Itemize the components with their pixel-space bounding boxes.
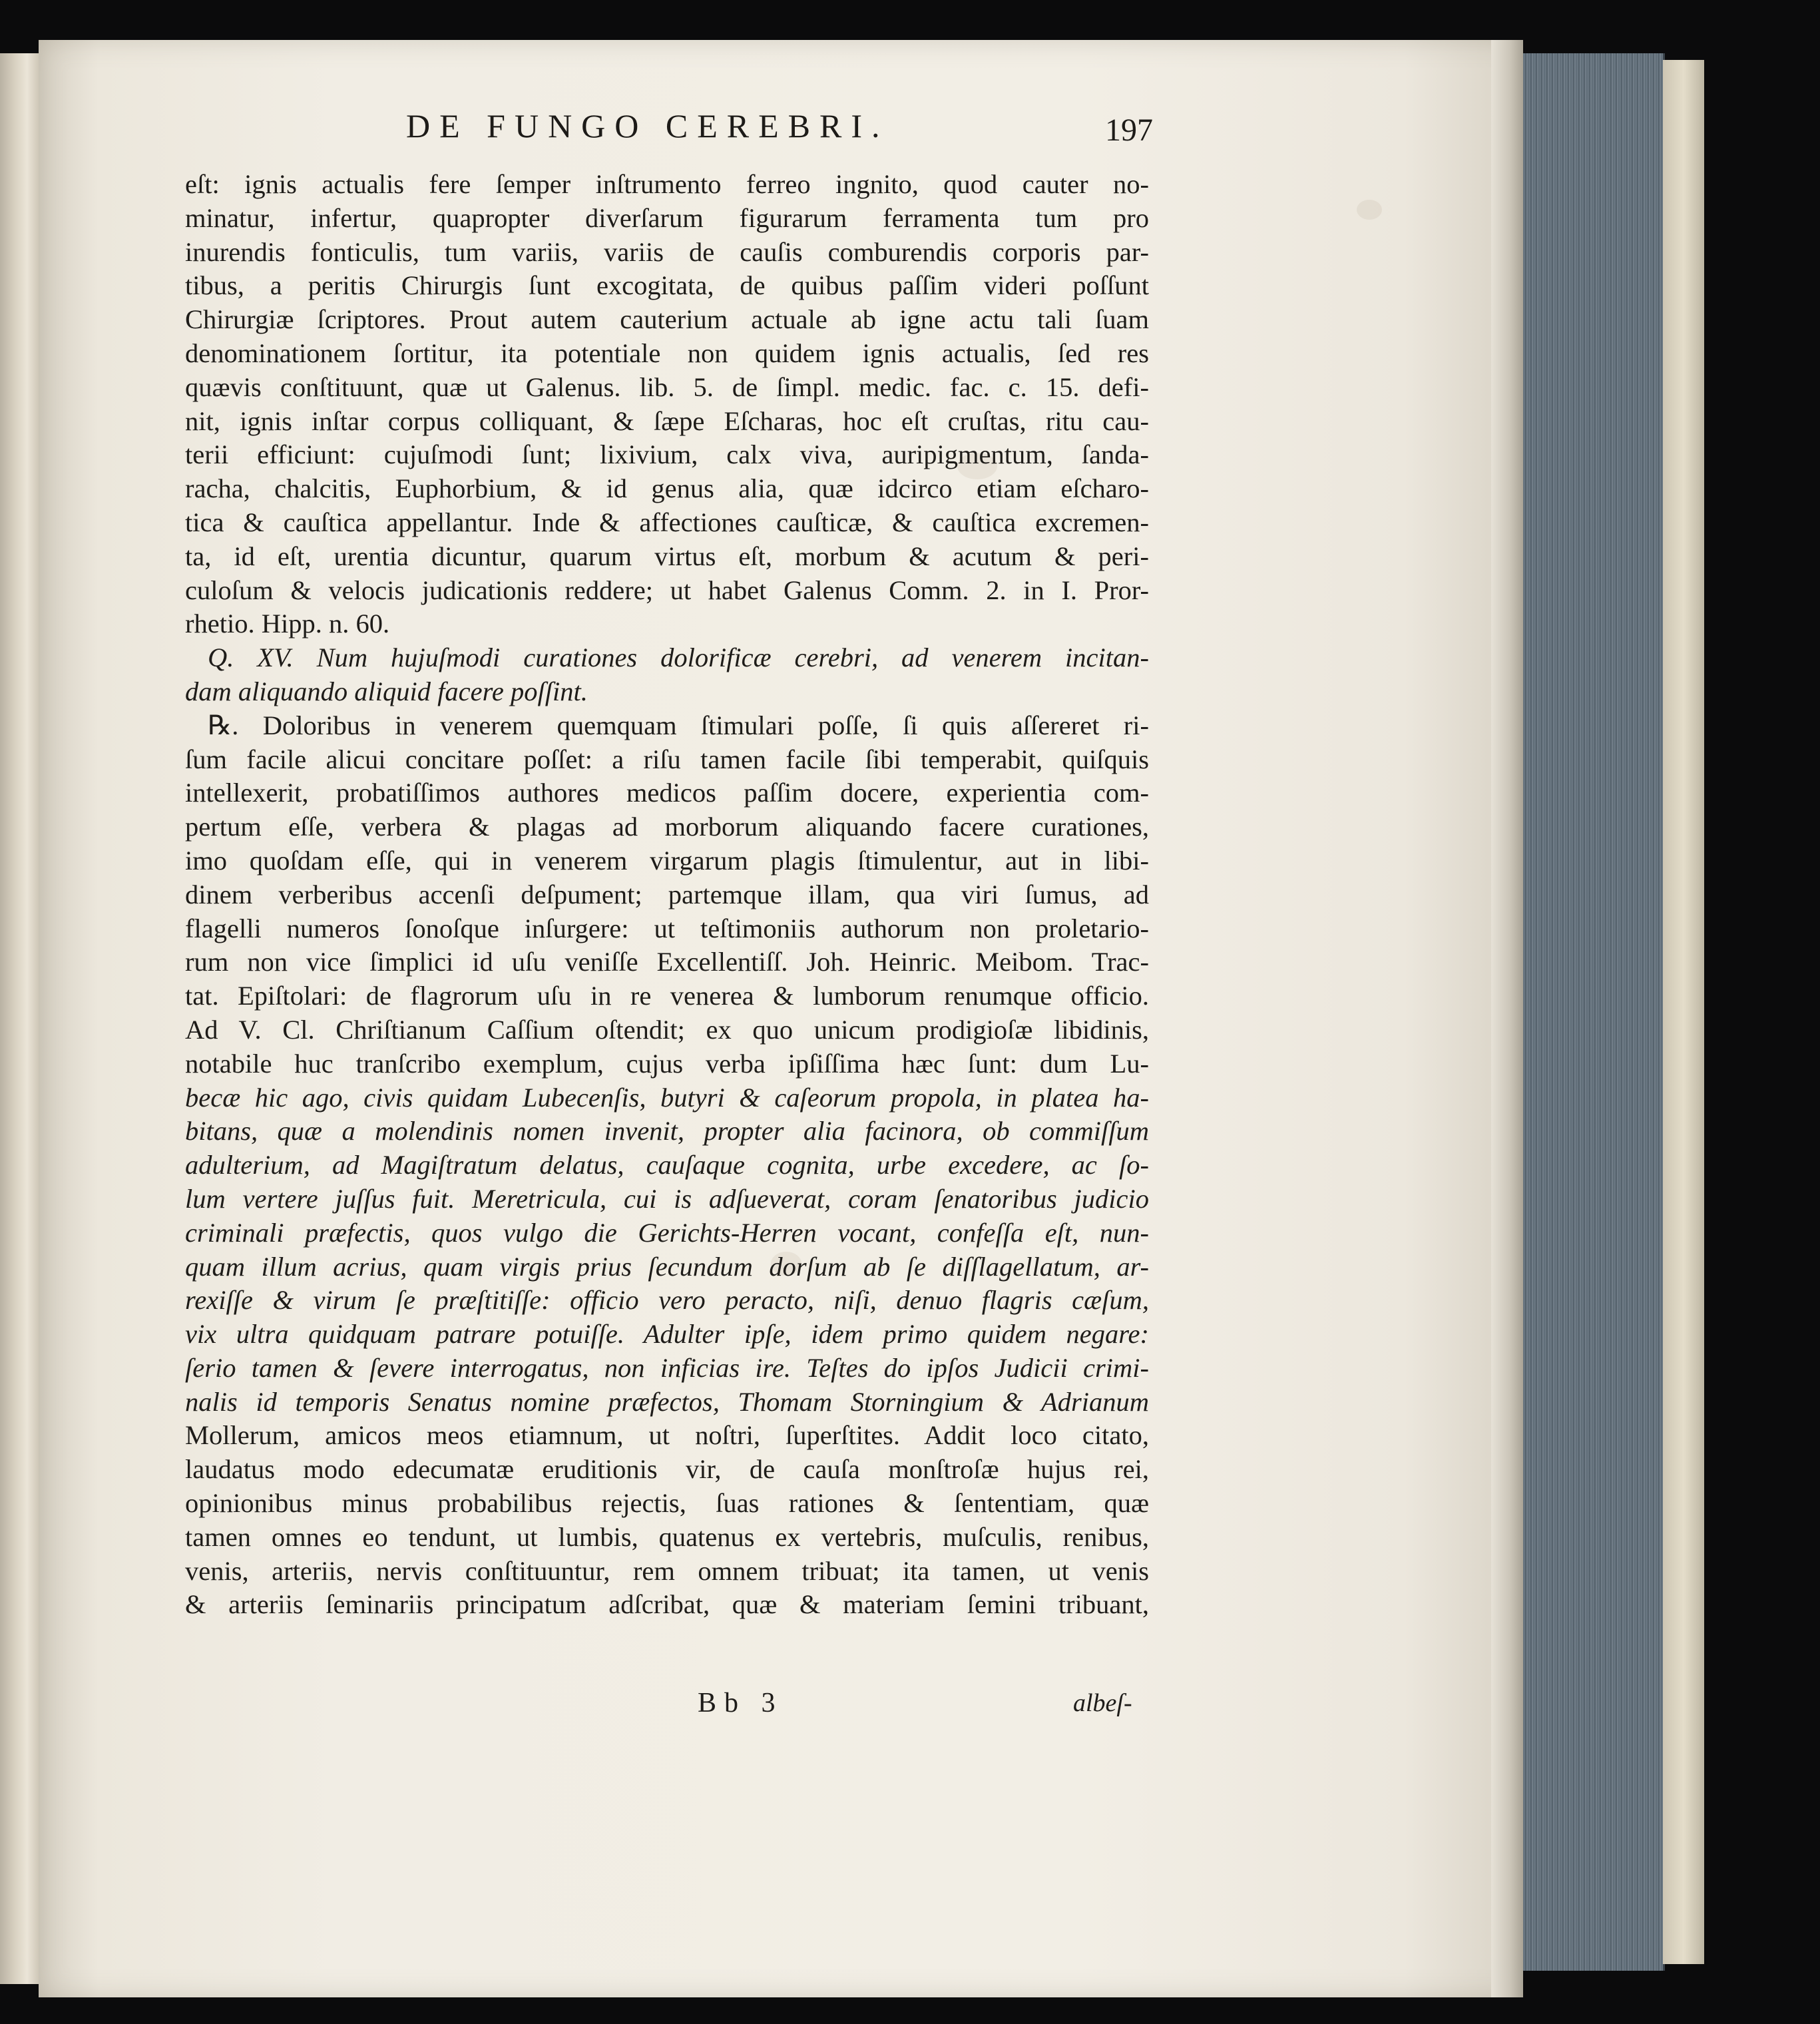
text-line: rhetio. Hipp. n. 60. — [185, 609, 390, 639]
text-line: criminali præfectis, quos vulgo die Gerichts-Herren vocant, confeſſa eſt, nun- — [185, 1217, 1149, 1248]
text-line: ſerio tamen & ſevere interrogatus, non inficias ire. Teſtes do ipſos Judicii crimi- — [185, 1352, 1149, 1383]
foxing-spot — [1357, 200, 1382, 220]
text-line: inurendis fonticulis, tum variis, variis de cauſis comburendis corporis par- — [185, 236, 1149, 267]
text-line: nit, ignis inſtar corpus colliquant, & ſæpe Eſcharas, hoc eſt cruſtas, ritu cau- — [185, 405, 1149, 436]
text-line: adulterium, ad Magiſtratum delatus, cauſaque cognita, urbe excedere, ac ſo- — [185, 1150, 1149, 1180]
text-line: Ad V. Cl. Chriſtianum Caſſium oſtendit; ex quo unicum prodigioſæ libidinis, — [185, 1014, 1149, 1045]
text-line: notabile huc tranſcribo exemplum, cujus verba ipſiſſima hæc ſunt: dum Lu- — [185, 1048, 1149, 1079]
text-line: tica & cauſtica appellantur. Inde & affectiones cauſticæ, & cauſtica excremen- — [185, 507, 1149, 537]
text-line: terii efficiunt: cujuſmodi ſunt; lixivium, calx viva, auripigmentum, ſanda- — [185, 439, 1149, 470]
text-line: becæ hic ago, civis quidam Lubecenſis, butyri & caſeorum propola, in platea ha- — [185, 1082, 1149, 1113]
text-line: ta, id eſt, urentia dicuntur, quarum virtus eſt, morbum & acutum & peri- — [185, 541, 1149, 571]
text-line: opinionibus minus probabilibus rejectis, ſuas rationes & ſententiam, quæ — [185, 1488, 1149, 1519]
question-heading: dam aliquando aliquid facere poſſint. — [185, 676, 588, 706]
text-line: imo quoſdam eſſe, qui in venerem virgarum plagis ſtimulentur, aut in libi- — [185, 845, 1149, 876]
question-heading: Q. XV. Num hujuſmodi curationes dolorificæ cerebri, ad venerem incitan- — [208, 642, 1149, 673]
text-line: rexiſſe & virum ſe præſtitiſſe: officio vero peracto, niſi, denuo flagris cæſum, — [185, 1285, 1149, 1316]
text-line: minatur, infertur, quapropter diverſarum figurarum ferramenta tum pro — [185, 202, 1149, 233]
signature-mark: Bb 3 — [698, 1688, 784, 1718]
text-line: venis, arteriis, nervis conſtituuntur, rem omnem tribuat; ita tamen, ut venis — [185, 1555, 1149, 1586]
previous-page-edge — [0, 53, 40, 1984]
text-line: dinem verberibus accenſi deſpument; partemque illam, qua viri ſumus, ad — [185, 879, 1149, 909]
text-line: quævis conſtituunt, quæ ut Galenus. lib. 5. de ſimpl. medic. fac. c. 15. defi- — [185, 372, 1149, 402]
text-line: Chirurgiæ ſcriptores. Prout autem cauterium actuale ab igne actu tali ſuam — [185, 304, 1149, 335]
page-edges — [1523, 53, 1665, 1971]
text-line: quam illum acrius, quam virgis prius ſecundum dorſum ab ſe diſſlagellatum, ar- — [185, 1251, 1149, 1282]
text-line: tibus, a peritis Chirurgis ſunt excogitata, de quibus paſſim videri poſſunt — [185, 270, 1149, 301]
page-number: 197 — [1105, 113, 1153, 148]
text-line: culoſum & velocis judicationis reddere; ut habet Galenus Comm. 2. in I. Pror- — [185, 575, 1149, 605]
text-line: & arteriis ſeminariis principatum adſcribat, quæ & materiam ſemini tribuant, — [185, 1589, 1149, 1620]
text-line: nalis id temporis Senatus nomine præfectos, Thomam Storningium & Adrianum — [185, 1386, 1149, 1417]
book-cover-board — [1663, 60, 1704, 1964]
text-line: flagelli numeros ſonoſque inſurgere: ut teſtimoniis authorum non proletario- — [185, 913, 1149, 943]
text-line: laudatus modo edecumatæ eruditionis vir, de cauſa monſtroſæ hujus rei, — [185, 1454, 1149, 1485]
running-title: DE FUNGO CEREBRI. — [406, 107, 889, 144]
text-line: racha, chalcitis, Euphorbium, & id genus alia, quæ idcirco etiam eſcharo- — [185, 473, 1149, 504]
text-line: Mollerum, amicos meos etiamnum, ut noſtri, ſuperſtites. Addit loco citato, — [185, 1420, 1149, 1451]
text-line: rum non vice ſimplici id uſu veniſſe Excellentiſſ. Joh. Heinric. Meibom. Trac- — [185, 947, 1149, 977]
text-line: intellexerit, probatiſſimos authores medicos paſſim docere, experientia com- — [185, 778, 1149, 808]
text-line: vix ultra quidquam patrare potuiſſe. Adulter ipſe, idem primo quidem negare: — [185, 1319, 1149, 1350]
catchword: albeſ- — [1073, 1689, 1132, 1717]
text-line: pertum eſſe, verbera & plagas ad morborum aliquando facere curationes, — [185, 812, 1149, 842]
text-line: ſum facile alicui concitare poſſet: a riſu tamen facile ſibi temperabit, quiſquis — [185, 744, 1149, 774]
text-line: denominationem ſortitur, ita potentiale non quidem ignis actualis, ſed res — [185, 338, 1149, 368]
text-line: ℞. Doloribus in venerem quemquam ſtimulari poſſe, ſi quis aſſereret ri- — [208, 710, 1149, 740]
text-line: bitans, quæ a molendinis nomen invenit, propter alia facinora, ob commiſſum — [185, 1116, 1149, 1146]
text-line: lum vertere juſſus fuit. Meretricula, cui is adſueverat, coram ſenatoribus judicio — [185, 1183, 1149, 1214]
page-gutter-curve — [1491, 40, 1523, 1997]
text-line: tamen omnes eo tendunt, ut lumbis, quatenus ex vertebris, muſculis, renibus, — [185, 1521, 1149, 1552]
text-line: tat. Epiſtolari: de flagrorum uſu in re venerea & lumborum renumque officio. — [185, 981, 1149, 1011]
body-text — [185, 168, 1149, 1622]
text-line: eſt: ignis actualis fere ſemper inſtrumento ferreo ingnito, quod cauter no- — [185, 169, 1149, 199]
